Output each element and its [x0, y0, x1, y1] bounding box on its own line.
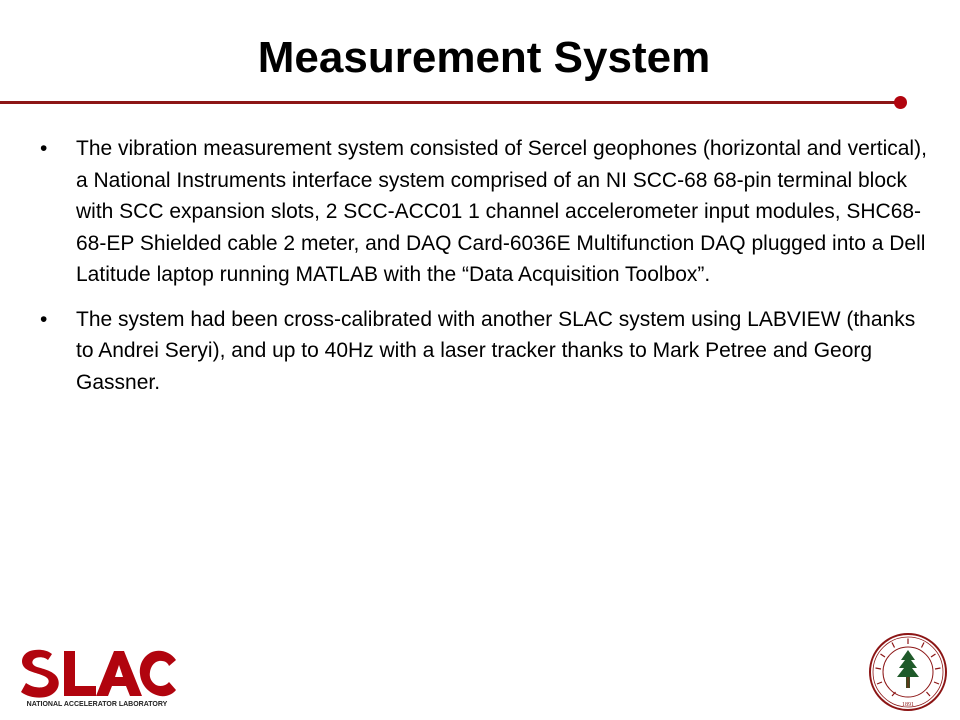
- stanford-seal-icon: [868, 632, 948, 712]
- stanford-seal: [868, 632, 948, 712]
- slac-logo: [16, 646, 178, 708]
- bullet-text: The system had been cross-calibrated with another SLAC system using LABVIEW (thanks to Andrei Seryi), and up to 40Hz with a laser tracker thanks to Mark Petree and Georg Gassner.: [76, 307, 916, 394]
- bullet-list: [40, 133, 930, 411]
- slac-logo-icon: [16, 646, 178, 708]
- title-divider-line: [0, 101, 897, 104]
- bullet-marker: •: [40, 307, 48, 331]
- slac-tagline: NATIONAL ACCELERATOR LABORATORY: [26, 701, 168, 708]
- bullet-item: [40, 304, 930, 399]
- title-divider-dot: [894, 96, 907, 109]
- seal-year: 1891: [902, 702, 914, 708]
- slide-title: Measurement System: [257, 33, 711, 82]
- bullet-marker: •: [40, 137, 48, 160]
- bullet-item: [40, 133, 930, 291]
- bullet-text: The vibration measurement system consisted of Sercel geophones (horizontal and vertical), a National Instruments interface system comprised of an NI SCC-68 68-pin terminal block with SCC expansion slots, 2 SCC-ACC01 1 channel accelerometer input modules, SHC68-68-EP Shielded cable 2 meter, and DAQ Card-6036E Multifunction DAQ plugged into a Dell Latitude laptop running MATLAB with the “Data Acquisition Toolbox”.: [76, 137, 927, 286]
